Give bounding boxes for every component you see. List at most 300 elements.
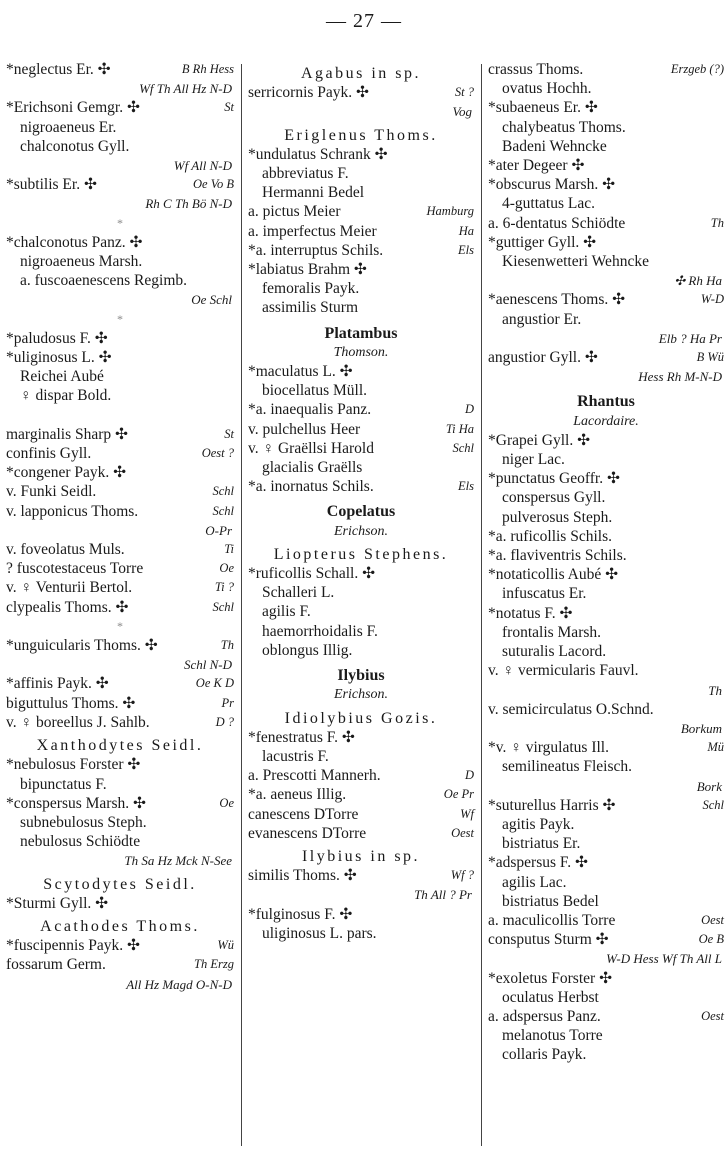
species-name: lacustris F.	[262, 747, 329, 765]
entry-line	[6, 936, 234, 955]
entry-line	[6, 775, 234, 794]
entry-line	[488, 873, 724, 892]
species-name: v. lapponicus Thoms.	[6, 502, 139, 520]
column-3	[488, 60, 724, 1158]
distribution-note: D	[464, 768, 474, 783]
distribution-note: B Rh Hess	[181, 62, 234, 76]
species-name: *exoletus Forster ✣	[488, 969, 613, 987]
entry-line	[248, 260, 474, 279]
genus-heading	[248, 502, 474, 521]
species-name: canescens DTorre	[248, 805, 359, 823]
distribution-line	[6, 851, 234, 870]
entry-line	[488, 348, 724, 367]
entry-line	[248, 458, 474, 477]
entry-line	[6, 598, 234, 617]
entry-line	[248, 83, 474, 102]
entry-line	[6, 813, 234, 832]
entry-line	[488, 252, 724, 271]
section-separator-text: *	[117, 215, 123, 230]
distribution-line	[6, 79, 234, 98]
species-name: chalybeatus Thoms.	[502, 118, 626, 136]
entry-line	[248, 766, 474, 785]
distribution-text: Wf Th All Hz N-D	[139, 81, 232, 97]
entry-line	[248, 145, 474, 164]
distribution-text: Elb ? Ha Pr	[658, 330, 722, 346]
entry-line	[488, 79, 724, 98]
species-name: *Erichsoni Gemgr. ✣	[6, 99, 140, 117]
species-name: a. pictus Meier	[248, 203, 341, 221]
distribution-line	[488, 777, 724, 796]
distribution-text: Th	[708, 682, 722, 698]
section-separator	[6, 617, 234, 636]
distribution-note: B Wü	[696, 350, 724, 365]
distribution-note: Oest	[701, 1008, 724, 1023]
entry-line	[248, 728, 474, 747]
entry-line	[248, 222, 474, 241]
entry-line	[488, 584, 724, 603]
subgenus-heading	[248, 545, 474, 564]
entry-line	[248, 202, 474, 221]
genus-heading	[488, 392, 724, 411]
entry-line	[6, 271, 234, 290]
species-name: *v. ♀ virgulatus Ill.	[488, 739, 609, 757]
section-separator	[6, 214, 234, 233]
species-name: *maculatus L. ✣	[248, 363, 353, 381]
distribution-note: Schl	[212, 599, 234, 614]
species-name: *uliginosus L. ✣	[6, 349, 112, 367]
subgenus-heading-text: Ilybius in sp.	[301, 847, 421, 865]
entry-line	[6, 694, 234, 713]
species-name: *punctatus Geoffr. ✣	[488, 470, 620, 488]
entry-line	[248, 785, 474, 804]
subgenus-heading	[6, 736, 234, 755]
species-name: marginalis Sharp ✣	[6, 425, 129, 443]
entry-line	[488, 661, 724, 680]
entry-line	[6, 540, 234, 559]
distribution-text: O-Pr	[205, 522, 232, 538]
distribution-note: Hamburg	[426, 204, 474, 219]
column-rule-2	[481, 64, 482, 1146]
species-name: *fulginosus F. ✣	[248, 905, 353, 923]
species-name: *a. interruptus Schils.	[248, 241, 384, 259]
species-name: uliginosus L. pars.	[262, 924, 377, 942]
entry-line	[6, 502, 234, 521]
genus-heading-text: Rhantus	[577, 393, 635, 411]
genus-heading-text: Ilybius	[337, 667, 385, 685]
species-name: oculatus Herbst	[502, 988, 599, 1006]
distribution-text: Bork	[696, 778, 722, 794]
species-name: v. semicirculatus O.Schnd.	[488, 700, 654, 718]
subgenus-heading	[248, 64, 474, 83]
distribution-line	[6, 655, 234, 674]
genus-heading	[248, 666, 474, 685]
species-name: Kiesenwetteri Wehncke	[502, 253, 649, 271]
entry-line	[488, 233, 724, 252]
distribution-note: Wf	[460, 806, 474, 821]
entry-line	[248, 583, 474, 602]
entry-line	[248, 381, 474, 400]
entry-line	[6, 482, 234, 501]
genus-author	[248, 685, 474, 704]
species-name: ? fuscotestaceus Torre	[6, 560, 144, 578]
species-name: *neglectus Er. ✣	[6, 61, 111, 78]
entry-line	[6, 755, 234, 774]
species-name: ♀ dispar Bold.	[20, 387, 112, 405]
entry-line	[6, 578, 234, 597]
entry-line	[488, 60, 724, 79]
distribution-line	[488, 329, 724, 348]
distribution-text: Hess Rh M-N-D	[638, 369, 722, 385]
column-1	[6, 60, 234, 1158]
distribution-note: Schl	[212, 503, 234, 518]
distribution-line	[248, 885, 474, 904]
distribution-line	[488, 681, 724, 700]
distribution-text: All Hz Magd O-N-D	[126, 976, 232, 992]
species-name: *obscurus Marsh. ✣	[488, 176, 616, 194]
entry-line	[6, 832, 234, 851]
distribution-note: Oe Vo B	[193, 177, 234, 192]
entry-line	[6, 463, 234, 482]
entry-line	[248, 602, 474, 621]
entry-line	[488, 815, 724, 834]
species-name: agitis Payk.	[502, 815, 575, 833]
distribution-note: Th	[710, 215, 724, 230]
distribution-line	[488, 719, 724, 738]
species-name: Hermanni Bedel	[262, 184, 365, 202]
subgenus-heading-text: Acathodes Thoms.	[40, 917, 200, 935]
subgenus-heading	[248, 126, 474, 145]
species-name: nebulosus Schiödte	[20, 833, 141, 851]
species-name: a. Prescotti Mannerh.	[248, 767, 381, 785]
subgenus-heading	[248, 847, 474, 866]
species-name: Badeni Wehncke	[502, 137, 607, 155]
entry-line	[488, 565, 724, 584]
species-name: *fenestratus F. ✣	[248, 728, 355, 746]
entry-line	[488, 892, 724, 911]
entry-line	[488, 796, 724, 815]
entry-line	[248, 362, 474, 381]
distribution-line	[6, 194, 234, 213]
species-name: *ruficollis Schall. ✣	[248, 565, 376, 583]
species-name: oblongus Illig.	[262, 641, 353, 659]
entry-line	[488, 137, 724, 156]
distribution-line	[488, 271, 724, 290]
entry-line	[248, 641, 474, 660]
entry-line	[6, 60, 234, 79]
species-name: pulverosus Steph.	[502, 508, 613, 526]
distribution-note: Schl	[212, 484, 234, 499]
species-name: agilis Lac.	[502, 873, 567, 891]
genus-author-text: Thomson.	[333, 344, 389, 360]
spacer	[6, 406, 234, 425]
entry-line	[488, 700, 724, 719]
species-name: conspersus Gyll.	[502, 489, 606, 507]
species-name: *nebulosus Forster ✣	[6, 756, 141, 774]
entry-line	[248, 400, 474, 419]
distribution-line	[248, 102, 474, 121]
column-rule-1	[241, 64, 242, 1146]
distribution-text: Th All ? Pr	[414, 887, 472, 903]
entry-line	[248, 866, 474, 885]
distribution-text: W-D Hess Wf Th All L	[606, 951, 722, 967]
species-name: Schalleri L.	[262, 584, 335, 602]
distribution-note: Oe	[219, 795, 234, 810]
entry-line	[248, 564, 474, 583]
section-separator	[6, 310, 234, 329]
distribution-text: Vog	[452, 104, 472, 120]
species-name: suturalis Lacord.	[502, 643, 607, 661]
subgenus-heading-text: Agabus in sp.	[300, 65, 422, 82]
entry-line	[6, 955, 234, 974]
species-name: *subaeneus Er. ✣	[488, 99, 598, 117]
species-name: *ater Degeer ✣	[488, 157, 585, 175]
distribution-note: W-D	[700, 292, 724, 307]
distribution-note: Els	[458, 479, 474, 494]
distribution-text: Th Sa Hz Mck N-See	[124, 853, 232, 869]
section-separator-text: *	[117, 618, 123, 633]
entry-line	[248, 824, 474, 843]
species-name: abbreviatus F.	[262, 165, 349, 183]
species-name: a. 6-dentatus Schiödte	[488, 214, 626, 232]
distribution-note: D ?	[215, 714, 234, 729]
distribution-line	[6, 156, 234, 175]
distribution-note: D	[464, 402, 474, 417]
distribution-note: Oest	[701, 912, 724, 927]
distribution-note: Mü	[707, 740, 724, 755]
species-name: *affinis Payk. ✣	[6, 675, 109, 693]
distribution-note: Th Erzg	[194, 957, 234, 972]
entry-line	[248, 805, 474, 824]
species-name: *fuscipennis Payk. ✣	[6, 937, 140, 955]
distribution-line	[6, 521, 234, 540]
subgenus-heading-text: Eriglenus Thoms.	[284, 126, 438, 144]
species-name: *paludosus F. ✣	[6, 329, 108, 347]
species-name: similis Thoms. ✣	[248, 867, 357, 885]
species-name: angustior Er.	[502, 310, 582, 328]
species-name: melanotus Torre	[502, 1027, 603, 1045]
distribution-line	[6, 290, 234, 309]
species-name: serricornis Payk. ✣	[248, 84, 370, 102]
distribution-note: St ?	[454, 85, 474, 100]
genus-author-text: Erichson.	[333, 523, 389, 539]
species-name: *a. inornatus Schils.	[248, 478, 374, 496]
entry-line	[6, 175, 234, 194]
distribution-text: Oe Schl	[191, 292, 232, 308]
entry-line	[6, 329, 234, 348]
entry-line	[488, 853, 724, 872]
genus-heading-text: Copelatus	[326, 503, 396, 521]
distribution-note: Oe	[219, 561, 234, 576]
distribution-note: Th	[220, 638, 234, 653]
genus-author	[248, 343, 474, 362]
species-name: femoralis Payk.	[262, 280, 360, 298]
species-name: angustior Gyll. ✣	[488, 349, 598, 367]
distribution-note: Oe Pr	[443, 787, 474, 802]
species-name: haemorrhoidalis F.	[262, 622, 378, 640]
species-name: a. fuscoaenescens Regimb.	[20, 272, 187, 290]
entry-line	[488, 969, 724, 988]
entry-line	[488, 214, 724, 233]
species-name: *labiatus Brahm ✣	[248, 261, 367, 279]
species-name: *Grapei Gyll. ✣	[488, 431, 591, 449]
species-name: v. pulchellus Heer	[248, 420, 361, 438]
species-name: *a. flaviventris Schils.	[488, 547, 627, 565]
subgenus-heading-text: Scytodytes Seidl.	[43, 875, 197, 893]
entry-line	[488, 623, 724, 642]
species-name: biocellatus Müll.	[262, 382, 368, 400]
distribution-note: Ti Ha	[445, 421, 474, 436]
entry-line	[6, 425, 234, 444]
entry-line	[488, 469, 724, 488]
entry-line	[488, 988, 724, 1007]
genus-author-text: Erichson.	[333, 687, 389, 703]
distribution-text: Rh C Th Bö N-D	[145, 196, 232, 212]
species-name: fossarum Germ.	[6, 956, 106, 974]
species-name: a. maculicollis Torre	[488, 911, 616, 929]
species-name: v. ♀ vermicularis Fauvl.	[488, 662, 639, 680]
species-name: v. Funki Seidl.	[6, 483, 97, 501]
subgenus-heading-text: Liopterus Stephens.	[273, 545, 449, 563]
genus-heading	[248, 324, 474, 343]
entry-line	[6, 674, 234, 693]
entry-line	[488, 175, 724, 194]
species-name: v. ♀ boreellus J. Sahlb.	[6, 713, 150, 731]
entry-line	[488, 98, 724, 117]
species-name: nigroaeneus Er.	[20, 118, 117, 136]
distribution-note: Erzgeb (?)	[670, 62, 724, 76]
species-name: chalconotus Gyll.	[20, 137, 130, 155]
entry-line	[6, 386, 234, 405]
species-name: crassus Thoms.	[488, 61, 584, 78]
entry-line	[488, 604, 724, 623]
subgenus-heading-text: Xanthodytes Seidl.	[36, 737, 204, 755]
entry-line	[248, 183, 474, 202]
species-name: *a. inaequalis Panz.	[248, 401, 372, 419]
entry-line	[488, 290, 724, 309]
species-name: confinis Gyll.	[6, 445, 92, 463]
distribution-note: Ha	[458, 223, 474, 238]
species-name: semilineatus Fleisch.	[502, 758, 633, 776]
distribution-text: Schl N-D	[183, 657, 232, 673]
species-name: *chalconotus Panz. ✣	[6, 233, 143, 251]
subgenus-heading	[6, 875, 234, 894]
entry-line	[488, 1007, 724, 1026]
page-number: — 27 —	[326, 10, 402, 32]
entry-line	[248, 747, 474, 766]
distribution-note: St	[224, 100, 234, 115]
species-name: a. adspersus Panz.	[488, 1007, 601, 1025]
species-name: frontalis Marsh.	[502, 623, 602, 641]
species-name: *suturellus Harris ✣	[488, 796, 616, 814]
entry-line	[488, 911, 724, 930]
species-name: v. foveolatus Muls.	[6, 541, 125, 559]
distribution-note: Oest ?	[201, 446, 234, 461]
entry-line	[6, 367, 234, 386]
entry-line	[488, 546, 724, 565]
distribution-note: St	[224, 426, 234, 441]
distribution-text: ✣ Rh Ha	[674, 273, 722, 289]
species-name: clypealis Thoms. ✣	[6, 598, 129, 616]
entry-line	[248, 905, 474, 924]
species-name: glacialis Graëlls	[262, 459, 363, 477]
species-name: assimilis Sturm	[262, 299, 359, 317]
species-name: *guttiger Gyll. ✣	[488, 233, 597, 251]
species-name: *congener Payk. ✣	[6, 464, 127, 482]
genus-author-text: Lacordaire.	[573, 413, 639, 429]
distribution-line	[488, 949, 724, 968]
distribution-note: Ti	[224, 542, 234, 557]
entry-line	[488, 1045, 724, 1064]
species-name: a. imperfectus Meier	[248, 222, 377, 240]
distribution-line	[488, 367, 724, 386]
species-name: ovatus Hochh.	[502, 80, 592, 98]
distribution-text: Borkum	[680, 720, 722, 736]
species-name: biguttulus Thoms. ✣	[6, 694, 136, 712]
entry-line	[248, 241, 474, 260]
distribution-text: Wf All N-D	[173, 158, 232, 174]
entry-line	[488, 431, 724, 450]
distribution-note: Wf ?	[450, 868, 474, 883]
entry-line	[488, 118, 724, 137]
species-name: *adspersus F. ✣	[488, 854, 589, 872]
species-name: *a. ruficollis Schils.	[488, 527, 612, 545]
entry-line	[248, 164, 474, 183]
species-name: subnebulosus Steph.	[20, 813, 147, 831]
distribution-note: Schl	[702, 797, 724, 812]
distribution-line	[6, 975, 234, 994]
species-name: *a. aeneus Illig.	[248, 786, 347, 804]
entry-line	[6, 894, 234, 913]
entry-line	[248, 924, 474, 943]
entry-line	[6, 794, 234, 813]
entry-line	[248, 298, 474, 317]
distribution-note: Oe K D	[195, 676, 234, 691]
genus-heading-text: Platambus	[324, 324, 398, 342]
column-2	[248, 60, 474, 1158]
entry-line	[488, 738, 724, 757]
species-name: *notaticollis Aubé ✣	[488, 566, 619, 584]
entry-line	[248, 420, 474, 439]
species-name: v. ♀ Venturii Bertol.	[6, 579, 133, 597]
entry-line	[488, 194, 724, 213]
species-name: consputus Sturm ✣	[488, 931, 609, 949]
distribution-note: Pr	[221, 695, 234, 710]
species-name: agilis F.	[262, 603, 311, 621]
genus-author	[488, 412, 724, 431]
entry-line	[6, 444, 234, 463]
entry-line	[6, 118, 234, 137]
entry-line	[6, 636, 234, 655]
entry-line	[488, 310, 724, 329]
species-name: niger Lac.	[502, 451, 565, 469]
entry-line	[248, 279, 474, 298]
entry-line	[488, 508, 724, 527]
genus-author	[248, 522, 474, 541]
entry-line	[248, 622, 474, 641]
species-name: *undulatus Schrank ✣	[248, 145, 388, 163]
distribution-note: Schl	[452, 440, 474, 455]
section-separator-text: *	[117, 311, 123, 326]
species-name: bistriatus Bedel	[502, 892, 599, 910]
entry-line	[488, 834, 724, 853]
species-name: *Sturmi Gyll. ✣	[6, 894, 109, 912]
species-name: Reichei Aubé	[20, 368, 104, 386]
distribution-note: Ti ?	[214, 580, 234, 595]
distribution-note: Els	[458, 242, 474, 257]
species-name: bistriatus Er.	[502, 835, 581, 853]
entry-line	[248, 477, 474, 496]
subgenus-heading-text: Idiolybius Gozis.	[284, 709, 438, 727]
